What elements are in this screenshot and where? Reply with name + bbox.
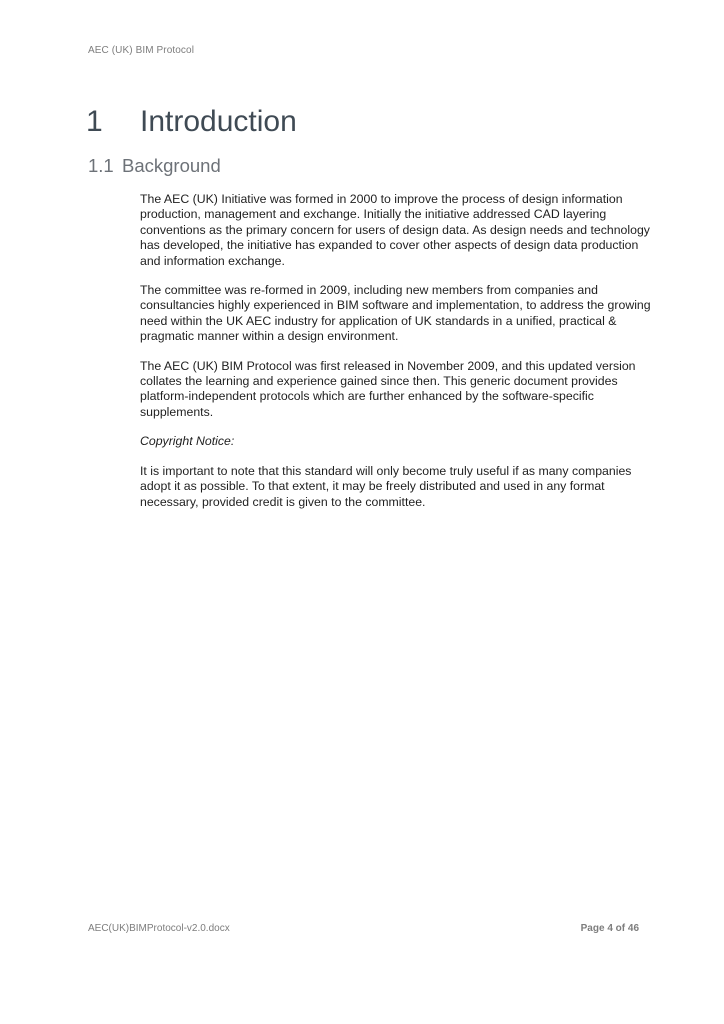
chapter-title: Introduction <box>140 105 297 138</box>
running-header: AEC (UK) BIM Protocol <box>88 45 195 56</box>
footer-page-number: Page 4 of 46 <box>580 923 639 934</box>
paragraph-committee: The committee was re-formed in 2009, including new members from companies and consultancies highly experienced in BIM software and implementation, to address the growing need within the UK AEC industry for application of UK standards in a unified, practical & pragmatic manner within a design environment. <box>140 283 651 344</box>
chapter-number: 1 <box>86 105 103 138</box>
copyright-notice-heading: Copyright Notice: <box>140 434 235 449</box>
section-number: 1.1 <box>88 155 114 176</box>
section-title: Background <box>122 155 221 176</box>
body-text <box>140 192 652 524</box>
section-heading <box>88 155 221 177</box>
paragraph-history: The AEC (UK) Initiative was formed in 2000 to improve the process of design information production, management and exchange. Initially the initiative addressed CAD layering conventions as the primary concern for users of design data. As design needs and technology has developed, the initiative has expanded to cover other aspects of design data production and information exchange. <box>140 192 650 268</box>
paragraph-copyright: It is important to note that this standard will only become truly useful if as many companies adopt it as possible. To that extent, it may be freely distributed and used in any format necessary, provided credit is given to the committee. <box>140 463 632 509</box>
paragraph-release: The AEC (UK) BIM Protocol was first released in November 2009, and this updated version collates the learning and experience gained since then. This generic document provides platform-independent protocols which are further enhanced by the software-specific supplements. <box>140 358 636 419</box>
footer-filename: AEC(UK)BIMProtocol-v2.0.docx <box>88 923 230 934</box>
chapter-heading <box>86 105 297 139</box>
